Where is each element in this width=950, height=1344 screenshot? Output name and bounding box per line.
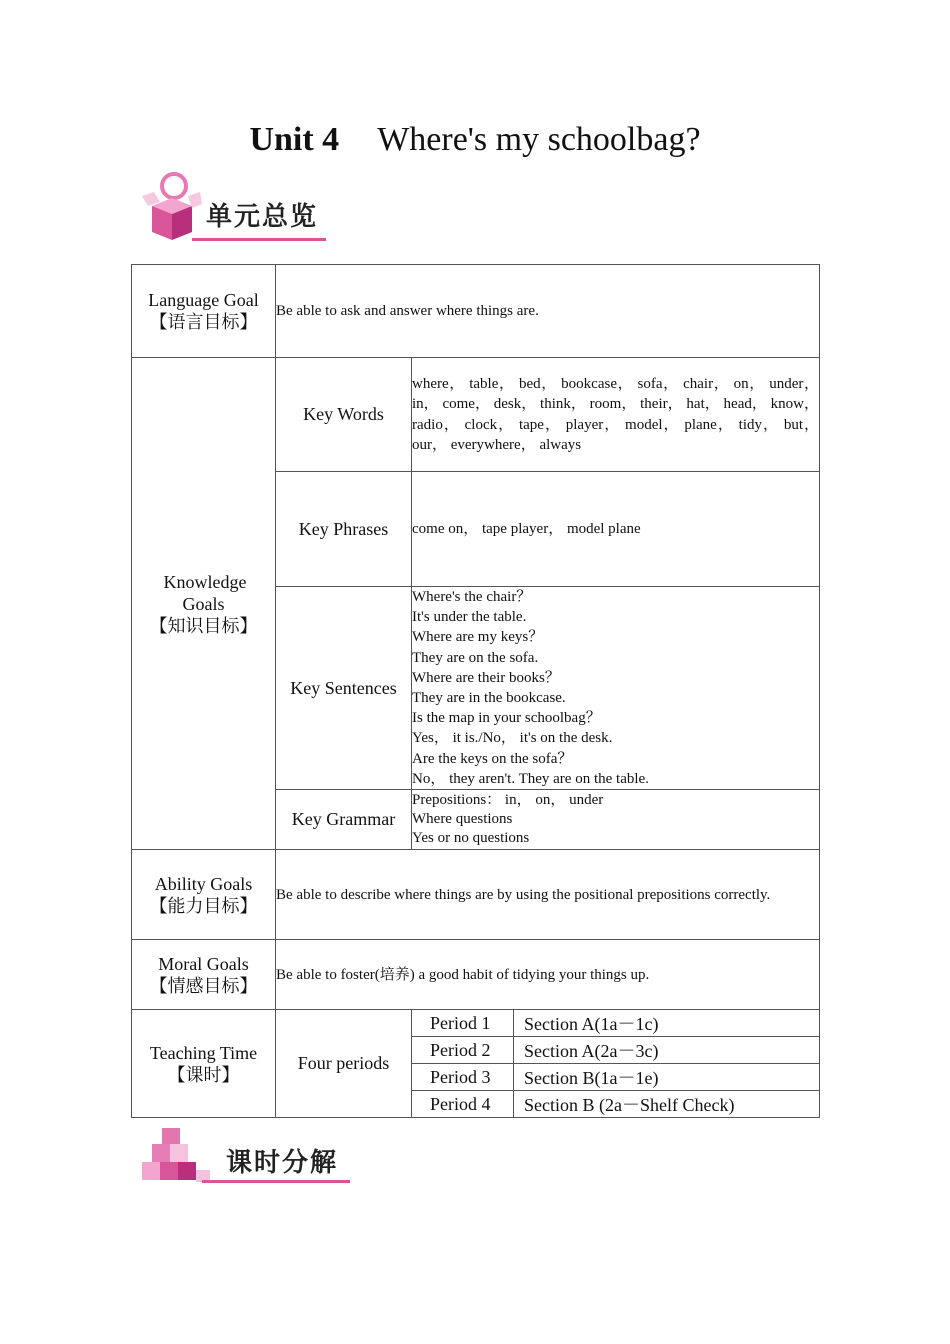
key-words-content: where， table， bed， bookcase， sofa， chair， on， under， in， come， desk， think， room， their， hat， head， know， radio， clock， tape， player， model， plane， tidy， but， our， everywhere， always <box>412 358 820 472</box>
key-sentence: Is the map in your schoolbag？ <box>412 710 601 727</box>
period-section: Section A(2a－3c) <box>514 1037 820 1064</box>
key-phrases-label: Key Phrases <box>276 472 412 587</box>
moral-goals-content: Be able to foster(培养) a good habit of tidying your things up. <box>276 940 820 1010</box>
period-label: Period 1 <box>412 1010 514 1037</box>
period-label: Period 2 <box>412 1037 514 1064</box>
period-label: Period 4 <box>412 1091 514 1118</box>
teaching-time-label-cn: 【课时】 <box>167 1064 240 1085</box>
teaching-time-summary: Four periods <box>276 1010 412 1118</box>
key-sentence: No， they aren't. They are on the table. <box>412 770 649 787</box>
period-section: Section B(1a－1e) <box>514 1064 820 1091</box>
period-section: Section B (2a－Shelf Check) <box>514 1091 820 1118</box>
row-language-goal <box>132 265 820 358</box>
key-sentence: Yes， it is./No， it's on the desk. <box>412 730 613 747</box>
key-grammar-label: Key Grammar <box>276 790 412 850</box>
key-sentence: Where are my keys？ <box>412 629 544 646</box>
overview-underline <box>192 238 326 241</box>
knowledge-goals-label: Knowledge Goals <box>163 571 247 614</box>
ability-goals-label-cn: 【能力目标】 <box>149 895 258 916</box>
grammar-item: Prepositions： in， on， under <box>412 792 604 809</box>
knowledge-goals-label-cn: 【知识目标】 <box>149 615 258 636</box>
row-ability-goals <box>132 850 820 940</box>
key-sentence: They are in the bookcase. <box>412 690 566 707</box>
overview-label: 单元总览 <box>206 202 319 232</box>
ability-goals-content: Be able to describe where things are by using the positional prepositions correctly. <box>276 850 820 940</box>
row-moral-goals <box>132 940 820 1010</box>
key-grammar-content <box>412 790 820 850</box>
page-title <box>0 118 950 162</box>
key-sentence: They are on the sofa. <box>412 649 539 666</box>
language-goal-label-cn: 【语言目标】 <box>149 312 258 332</box>
key-sentences-content <box>412 587 820 790</box>
overview-banner <box>138 166 338 246</box>
periods-label: 课时分解 <box>226 1148 339 1178</box>
grammar-item: Yes or no questions <box>412 830 530 847</box>
moral-goals-label-cn: 【情感目标】 <box>149 975 258 996</box>
period-label: Period 3 <box>412 1064 514 1091</box>
key-sentence: Where are their books？ <box>412 669 560 686</box>
period-section: Section A(1a－1c) <box>514 1010 820 1037</box>
unit-number: Unit 4 <box>249 121 340 158</box>
teaching-time-label: Teaching Time <box>149 1042 258 1063</box>
teaching-time-label-cell <box>132 1010 276 1118</box>
language-goal-label-cell <box>132 265 276 358</box>
key-words-label: Key Words <box>276 358 412 472</box>
moral-goals-label-cell <box>132 940 276 1010</box>
moral-goals-label: Moral Goals <box>158 953 249 974</box>
knowledge-goals-label-cell <box>132 358 276 850</box>
row-key-words <box>132 358 820 472</box>
row-teaching-time <box>132 1010 820 1037</box>
language-goal-label: Language Goal <box>148 290 259 310</box>
key-phrases-content: come on， tape player， model plane <box>412 472 820 587</box>
grammar-item: Where questions <box>412 811 513 828</box>
key-sentence: It's under the table. <box>412 609 527 626</box>
key-sentence: Where's the chair？ <box>412 589 532 605</box>
periods-banner <box>138 1128 358 1208</box>
ability-goals-label: Ability Goals <box>154 873 253 894</box>
periods-underline <box>202 1180 350 1183</box>
ability-goals-label-cell <box>132 850 276 940</box>
unit-title: Where's my schoolbag? <box>377 121 701 158</box>
unit-overview-table <box>131 264 820 1118</box>
key-sentence: Are the keys on the sofa？ <box>412 750 573 767</box>
key-sentences-label: Key Sentences <box>276 587 412 790</box>
language-goal-content: Be able to ask and answer where things are. <box>276 265 820 358</box>
